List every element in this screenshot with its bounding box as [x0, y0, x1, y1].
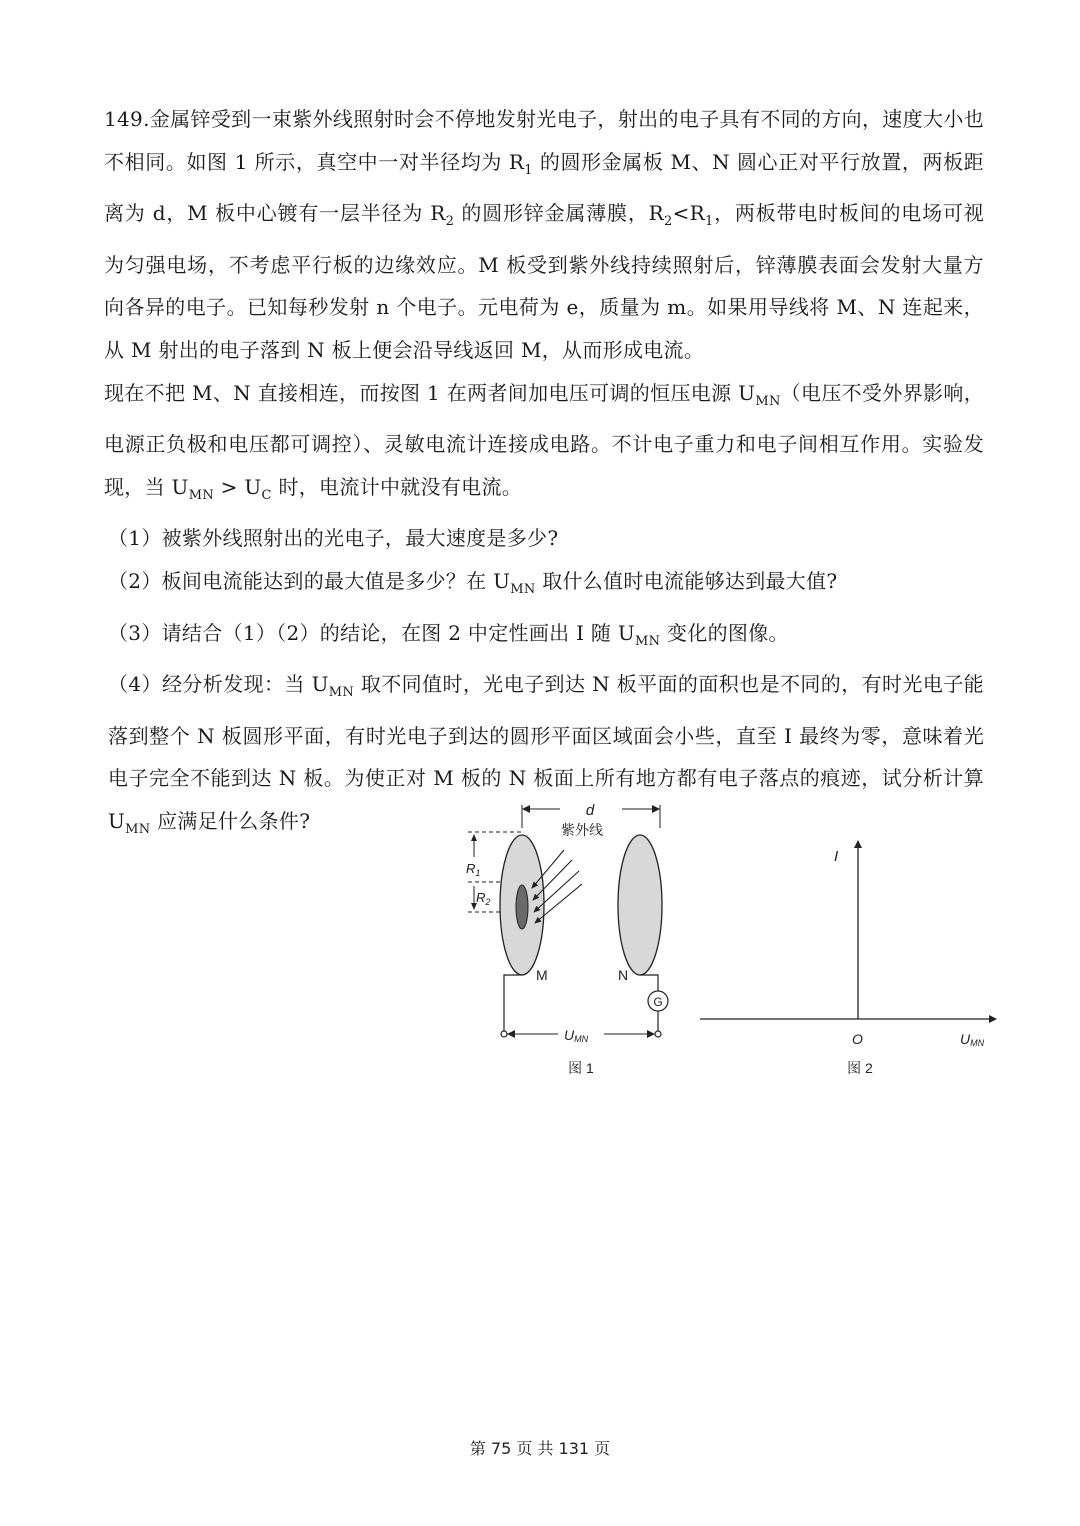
d-label: d — [585, 802, 595, 819]
galvanometer-label: G — [653, 995, 663, 1009]
i-axis-label: I — [834, 848, 839, 865]
fig2-caption: 图 2 — [847, 1060, 873, 1076]
r2-label: $R_2$ — [476, 890, 491, 907]
umn-axis-label: UMN — [960, 1031, 985, 1048]
question-1: （1）被紫外线照射出的光电子，最大速度是多少? — [108, 526, 559, 551]
fig1-caption: 图 1 — [568, 1060, 594, 1076]
origin-label: O — [852, 1031, 863, 1047]
figure-1 — [466, 802, 668, 1076]
page-footer: 第 75 页 共 131 页 — [469, 1439, 611, 1458]
question-3: （3）请结合（1）（2）的结论，在图 2 中定性画出 I 随 $U_{MN}$ 变化的图像。 — [108, 620, 789, 649]
problem-text — [104, 98, 984, 852]
figure-svg — [440, 795, 1040, 1095]
figure-2 — [700, 841, 996, 1076]
circuit — [501, 975, 668, 1044]
wire-m — [504, 975, 522, 1032]
figures — [440, 795, 1040, 1095]
problem-intro: 149.金属锌受到一束紫外线照射时会不停地发射光电子，射出的电子具有不同的方向，速度大小也不相同。如图 1 所示，真空中一对半径均为 $R_1$ 的圆形金属板 M、N 圆心正对平行放置，两板距离为 d，M 板中心镀有一层半径为 $R_2$ 的圆形锌金属薄膜，$R_2<R_1$，两板带电时板间的电场可视为匀强电场，不考虑平行板的边缘效应。M 板受到紫外线持续照射后，锌薄膜表面会发射大量方向各异的电子。已知每秒发射 n 个电子。元电荷为 e，质量为 m。如果用导线将 M、N 连起来，从 M 射出的电子落到 N 板上便会沿导线返回 M，从而形成电流。 — [104, 107, 984, 362]
n-label: N — [618, 967, 629, 983]
umn-label: UMN — [564, 1027, 589, 1044]
terminal-left — [501, 1031, 507, 1037]
uv-label: 紫外线 — [561, 822, 603, 838]
question-4: （4）经分析发现：当 $U_{MN}$ 取不同值时，光电子到达 N 板平面的面积也是不同的，有时光电子能落到整个 N 板圆形平面，有时光电子到达的圆形平面区域面会小些，直至 I 最终为零，意味着光电子完全不能到达 N 板。为使正对 M 板的 N 板面上所有地方都有电子落点的痕迹，试分析计算 $U_{MN}$ 应满足什么条件? — [108, 672, 984, 837]
question-2: （2）板间电流能达到的最大值是多少？在 $U_{MN}$ 取什么值时电流能够达到最大值? — [108, 568, 838, 597]
m-label: M — [536, 967, 548, 983]
zinc-film — [516, 885, 528, 929]
n-plate — [618, 835, 662, 975]
wire-n — [640, 975, 658, 991]
terminal-right — [655, 1031, 661, 1037]
problem-setup: 现在不把 M、N 直接相连，而按图 1 在两者间加电压可调的恒压电源 $U_{MN}$（电压不受外界影响，电源正负极和电压都可调控）、灵敏电流计连接成电路。不计电子重力和电子间相互作用。实验发现，当 $U_{MN} > U_C$ 时，电流计中就没有电流。 — [104, 380, 985, 503]
r1-label: $R_1$ — [466, 861, 481, 878]
